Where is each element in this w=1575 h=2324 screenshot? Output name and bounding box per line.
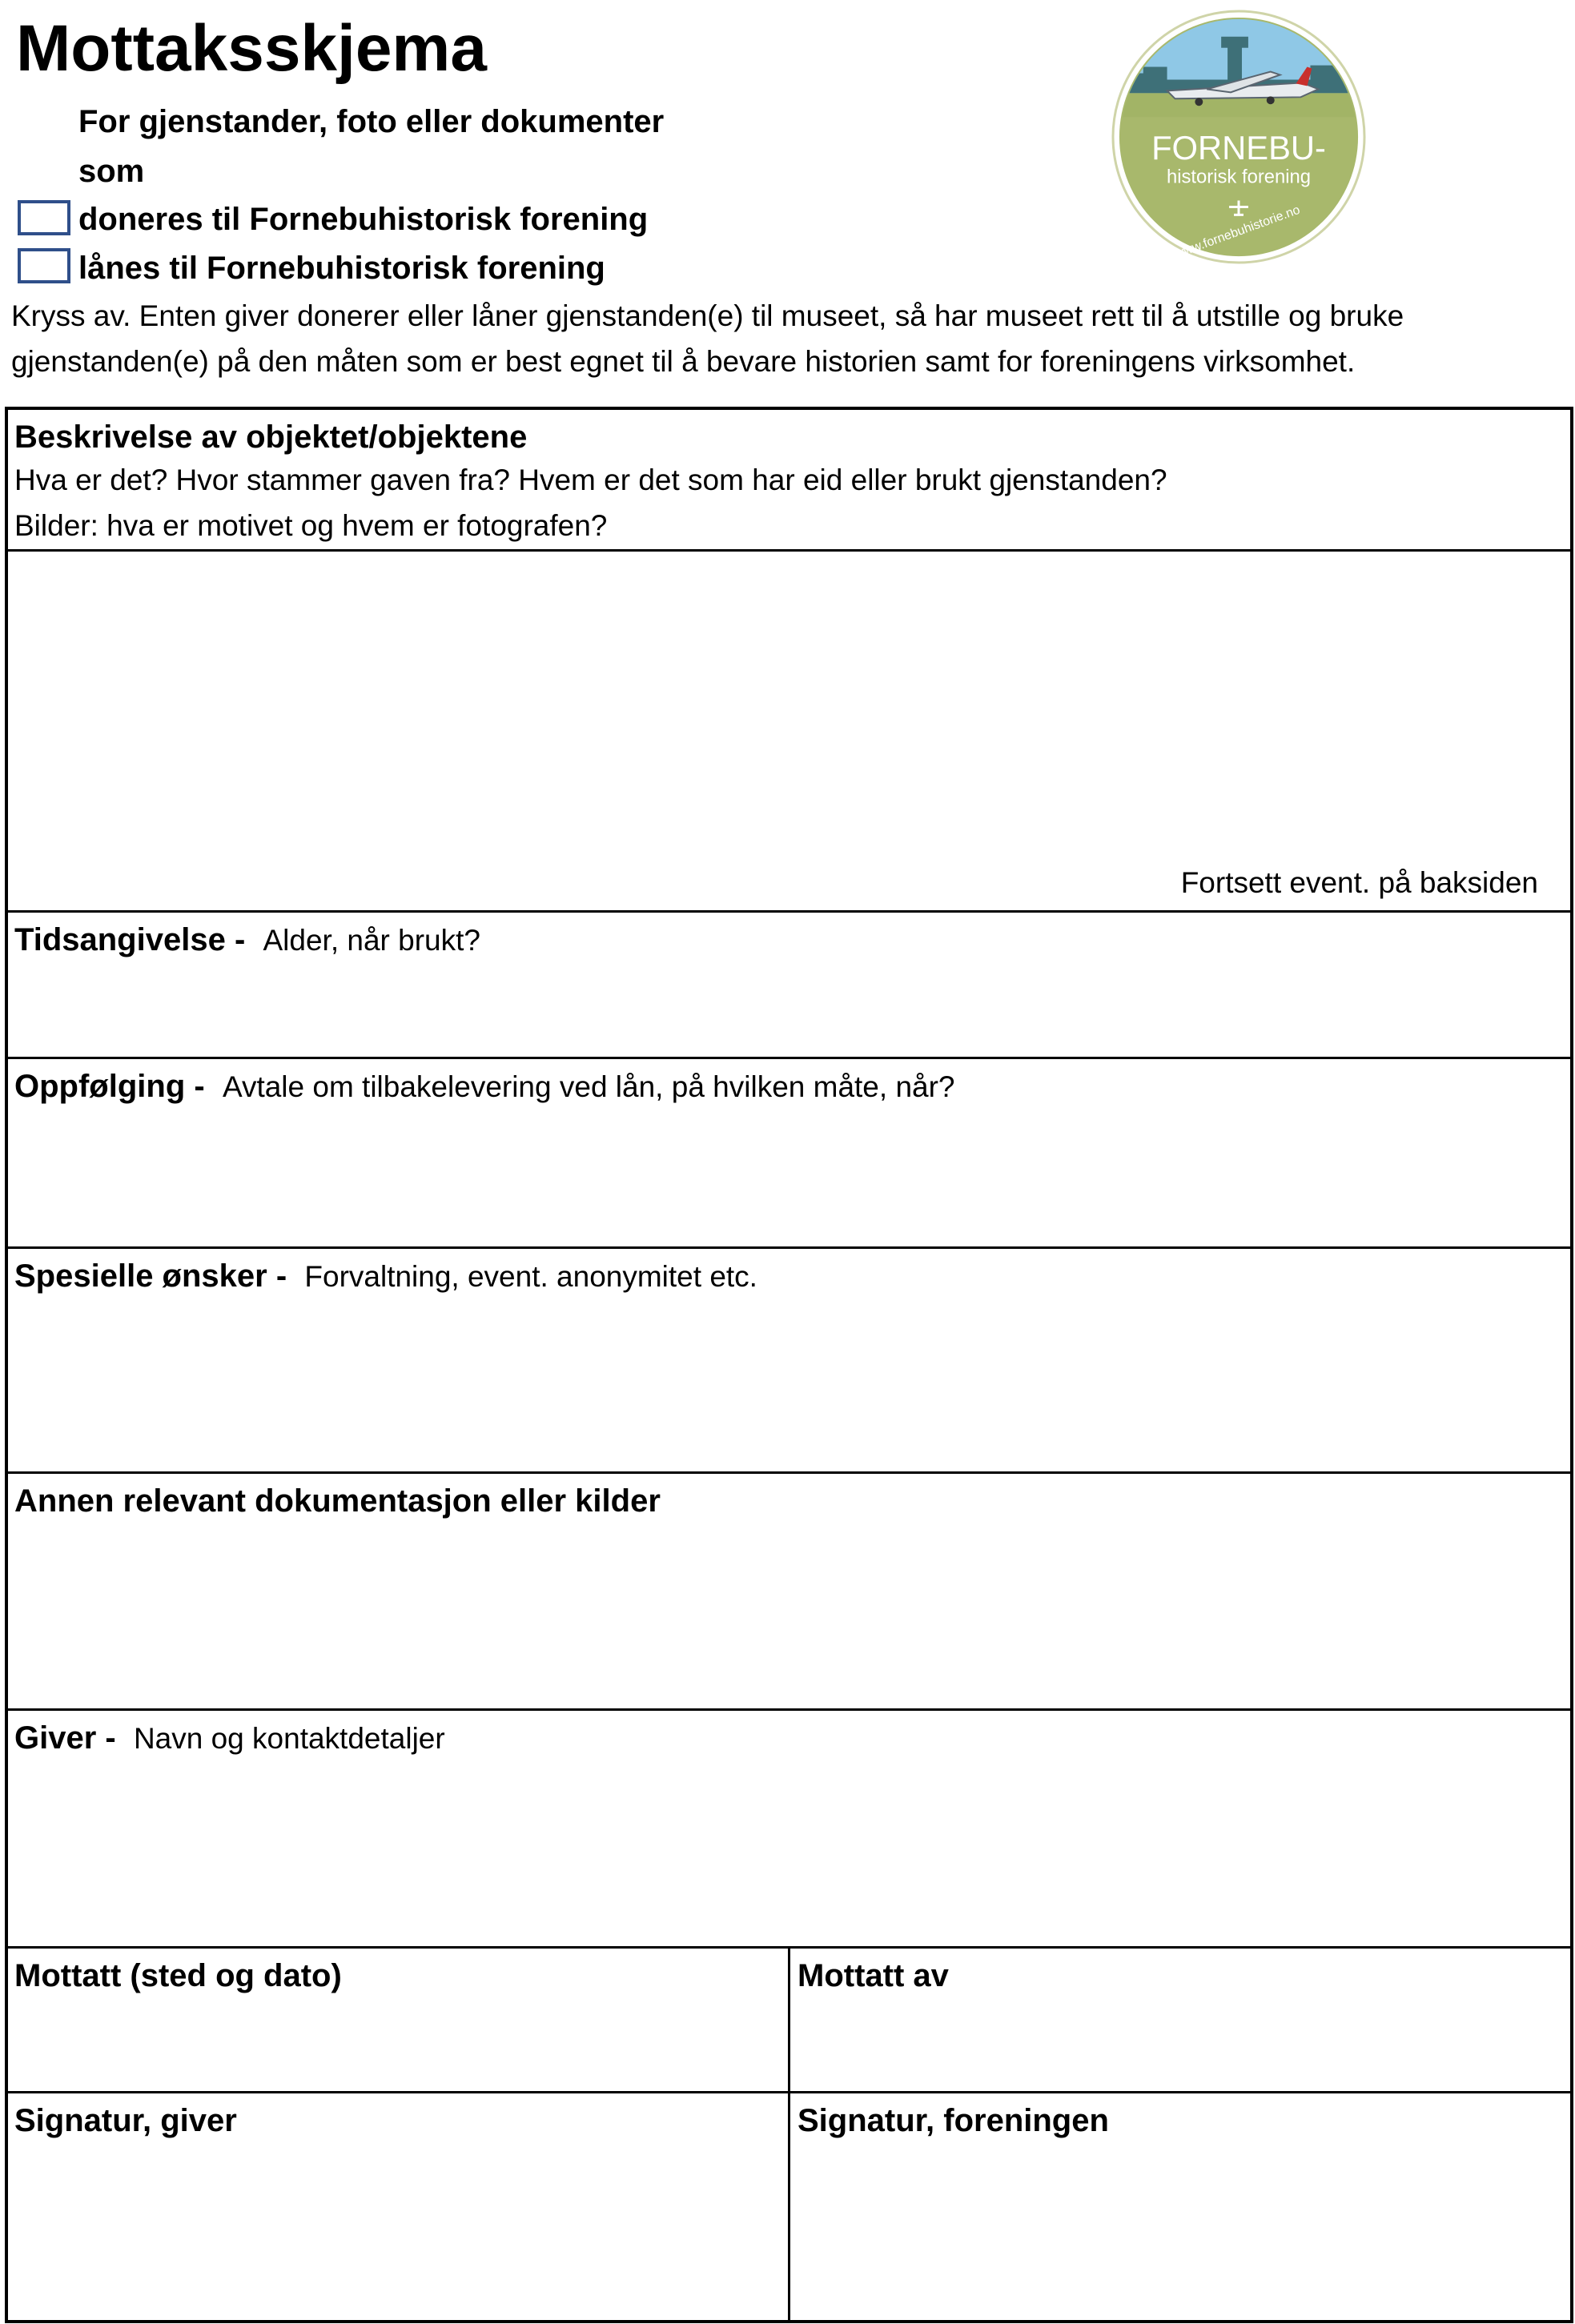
description-heading: Beskrivelse av objektet/objektene	[14, 419, 528, 455]
subtitle-line2: som	[78, 154, 145, 189]
subtitle-line1: For gjenstander, foto eller dokumenter	[78, 104, 665, 139]
description-question-1: Hva er det? Hvor stammer gaven fra? Hvem er det som har eid eller brukt gjenstanden?	[14, 464, 1167, 496]
giver-hint: Navn og kontaktdetaljer	[133, 1722, 445, 1755]
description-field[interactable]	[8, 552, 1570, 913]
signature-association-label[interactable]: Signatur, foreningen	[798, 2103, 1109, 2138]
logo-tagline: historisk forening	[1166, 166, 1312, 188]
intro-text	[11, 293, 1557, 384]
documentation-label: Annen relevant dokumentasjon eller kilder	[14, 1483, 661, 1519]
intro-line1: Kryss av. Enten giver donerer eller låner gjenstanden(e) til museet, så har museet rett til å utstille og bruke	[11, 299, 1404, 332]
logo-url: www.fornebuhistorie.no	[1172, 203, 1302, 262]
received-by-label[interactable]: Mottatt av	[798, 1958, 949, 1993]
followup-label: Oppfølging - Avtale om tilbakelevering ved lån, på hvilken måte, når?	[14, 1069, 955, 1104]
followup-hint: Avtale om tilbakelevering ved lån, på hvilken måte, når?	[222, 1070, 955, 1103]
giver-label: Giver - Navn og kontaktdetaljer	[14, 1720, 445, 1756]
description-header-row	[8, 410, 1570, 552]
logo-name: FORNEBU-	[1151, 128, 1326, 167]
donate-checkbox[interactable]	[18, 200, 70, 235]
signature-row	[8, 2093, 1570, 2323]
giver-field[interactable]	[8, 1711, 1570, 1949]
form-table	[5, 407, 1573, 2323]
wishes-field[interactable]	[8, 1249, 1570, 1474]
time-hint: Alder, når brukt?	[263, 924, 480, 957]
fornebu-logo	[1111, 10, 1366, 264]
time-label: Tidsangivelse - Alder, når brukt?	[14, 922, 480, 957]
wishes-hint: Forvaltning, event. anonymitet etc.	[304, 1260, 757, 1293]
loan-option-label: lånes til Fornebuhistorisk forening	[78, 251, 605, 286]
time-field[interactable]	[8, 913, 1570, 1059]
received-place-date-label[interactable]: Mottatt (sted og dato)	[14, 1958, 342, 1993]
wishes-label: Spesielle ønsker - Forvaltning, event. anonymitet etc.	[14, 1258, 757, 1294]
donate-option-label: doneres til Fornebuhistorisk forening	[78, 202, 649, 237]
description-question-2: Bilder: hva er motivet og hvem er fotografen?	[14, 509, 608, 542]
column-divider	[788, 1949, 790, 2093]
column-divider	[788, 2093, 790, 2323]
page-title: Mottaksskjema	[16, 12, 487, 85]
signature-giver-label[interactable]: Signatur, giver	[14, 2103, 237, 2138]
followup-field[interactable]	[8, 1059, 1570, 1249]
continue-note: Fortsett event. på baksiden	[1180, 866, 1538, 899]
loan-checkbox[interactable]	[18, 248, 70, 283]
intro-line2: gjenstanden(e) på den måten som er best egnet til å bevare historien samt for foreningens virksomhet.	[11, 345, 1356, 378]
documentation-field[interactable]	[8, 1474, 1570, 1711]
received-row	[8, 1949, 1570, 2093]
